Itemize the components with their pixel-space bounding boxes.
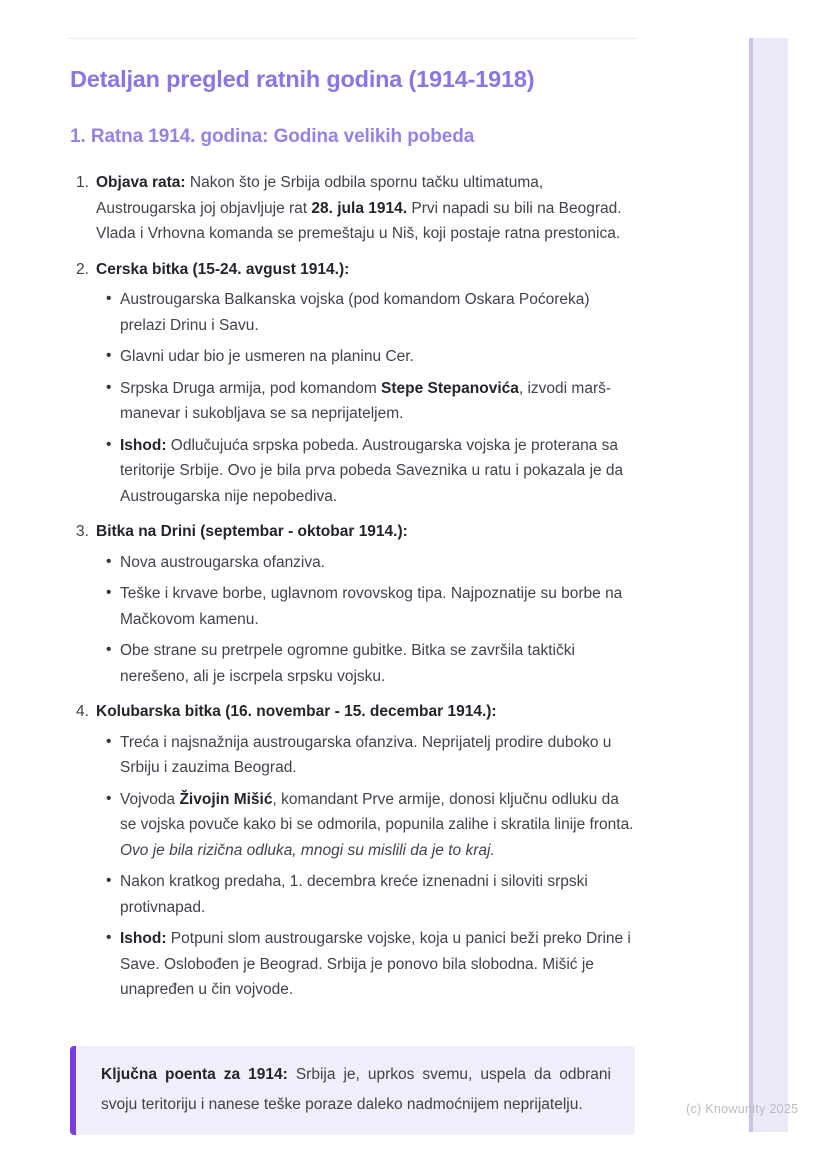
text-run: , izvodi marš-manevar i sukobljava se sa neprijateljem.	[120, 379, 612, 422]
ordered-list	[70, 170, 635, 1003]
bullet-text	[120, 926, 635, 1003]
text-run: Cerska bitka (15-24. avgust 1914.):	[96, 260, 350, 278]
bullet-list	[96, 550, 635, 690]
bullet-item	[120, 433, 635, 510]
text-run: Glavni udar bio je usmeren na planinu Cer.	[120, 348, 414, 365]
bullet-text	[120, 787, 635, 864]
text-run: Treća i najsnažnija austrougarska ofanziva. Neprijatelj prodire duboko u Srbiju i zauzima Beograd.	[120, 733, 612, 776]
text-run: Potpuni slom austrougarske vojske, koja u panici beži preko Drine i Save. Oslobođen je Beograd. Srbija je ponovo bila slobodna. Mišić je unapređen u čin vojvode.	[120, 930, 631, 998]
text-run: Nakon što je Srbija odbila spornu tačku ultimatuma, Austrougarska joj objavljuje rat	[96, 174, 544, 217]
page-title: Detaljan pregled ratnih godina (1914-1918)	[70, 66, 535, 92]
key-point-callout	[70, 1046, 635, 1135]
text-run: Odlučujuća srpska pobeda. Austrougarska vojska je proterana sa teritorije Srbije. Ovo je bila prva pobeda Saveznika u ratu i pokazala je da Austrougarska nije nepobediva.	[120, 436, 624, 505]
bullet-item	[120, 730, 635, 781]
text-run: Srpska Druga armija, pod komandom	[120, 379, 382, 397]
text-run: Ishod:	[120, 436, 167, 454]
list-item-number: 2.	[76, 260, 89, 278]
text-run: Vojvoda	[120, 790, 180, 808]
callout-text	[101, 1060, 611, 1120]
text-run: Kolubarska bitka (16. novembar - 15. decembar 1914.):	[96, 703, 497, 720]
text-run: Obe strane su pretrpele ogromne gubitke. Bitka se završila taktički nerešeno, ali je iscrpela srpsku vojsku.	[120, 642, 575, 685]
text-run: Teške i krvave borbe, uglavnom rovovskog tipa. Najpoznatije su borbe na Mačkovom kamenu.	[120, 585, 623, 628]
text-run: Objava rata:	[96, 174, 186, 191]
text-run: Srbija je, uprkos svemu, uspela da odbrani svoju teritoriju i nanese teške poraze daleko nadmoćnijem neprijatelju.	[101, 1066, 611, 1113]
right-accent-strip	[749, 38, 788, 1132]
list-item-text	[96, 699, 635, 725]
bullet-item	[120, 550, 635, 576]
section-heading: 1. Ratna 1914. godina: Godina velikih pobeda	[70, 126, 475, 147]
text-run: Bitka na Drini (septembar - oktobar 1914.):	[96, 523, 408, 540]
bullet-item	[120, 787, 635, 864]
bullet-item	[120, 376, 635, 427]
list-item-number: 1.	[76, 174, 89, 191]
list-item	[76, 170, 635, 247]
bullet-text	[120, 730, 635, 781]
bullet-text	[120, 344, 635, 370]
text-run: Stepe Stepanovića	[381, 379, 519, 397]
bullet-item	[120, 926, 635, 1003]
list-item	[76, 519, 635, 689]
list-item-text	[96, 519, 635, 545]
bullet-text	[120, 869, 635, 920]
bullet-list	[96, 287, 635, 509]
list-item-number: 4.	[76, 703, 89, 720]
list-item	[76, 257, 635, 510]
bullet-item	[120, 581, 635, 632]
bullet-text	[120, 581, 635, 632]
list-item	[76, 699, 635, 1003]
bullet-item	[120, 869, 635, 920]
list-item-text	[96, 257, 635, 283]
text-run: Živojin Mišić	[179, 790, 273, 808]
copyright-watermark: (c) Knowunity 2025	[686, 1102, 799, 1116]
text-run: 28. jula 1914.	[311, 199, 408, 217]
text-run: Ishod:	[120, 930, 167, 947]
list-item-text	[96, 170, 635, 247]
text-run: Ključna poenta za 1914:	[101, 1066, 288, 1083]
bullet-item	[120, 287, 635, 338]
bullet-text	[120, 376, 635, 427]
bullet-text	[120, 433, 635, 510]
bullet-text	[120, 550, 635, 576]
text-run: Austrougarska Balkanska vojska (pod komandom Oskara Poćoreka) prelazi Drinu i Savu.	[120, 291, 590, 334]
text-run: , komandant Prve armije, donosi ključnu odluku da se vojska povuče kako bi se odmorila, popunila zalihe i skratila linije fronta.	[120, 790, 634, 833]
text-run: Prvi napadi su bili na Beograd. Vlada i Vrhovna komanda se premeštaju u Niš, koji postaje ratna prestonica.	[96, 199, 622, 242]
text-run: Nakon kratkog predaha, 1. decembra kreće iznenadni i siloviti srpski protivnapad.	[120, 873, 588, 916]
list-item-number: 3.	[76, 523, 89, 540]
content-area	[70, 38, 635, 1009]
bullet-list	[96, 730, 635, 1003]
text-run: Ovo je bila rizična odluka, mnogi su mislili da je to kraj.	[120, 841, 495, 859]
bullet-item	[120, 638, 635, 689]
text-run: Nova austrougarska ofanziva.	[120, 553, 326, 571]
bullet-item	[120, 344, 635, 370]
bullet-text	[120, 287, 635, 338]
bullet-text	[120, 638, 635, 689]
